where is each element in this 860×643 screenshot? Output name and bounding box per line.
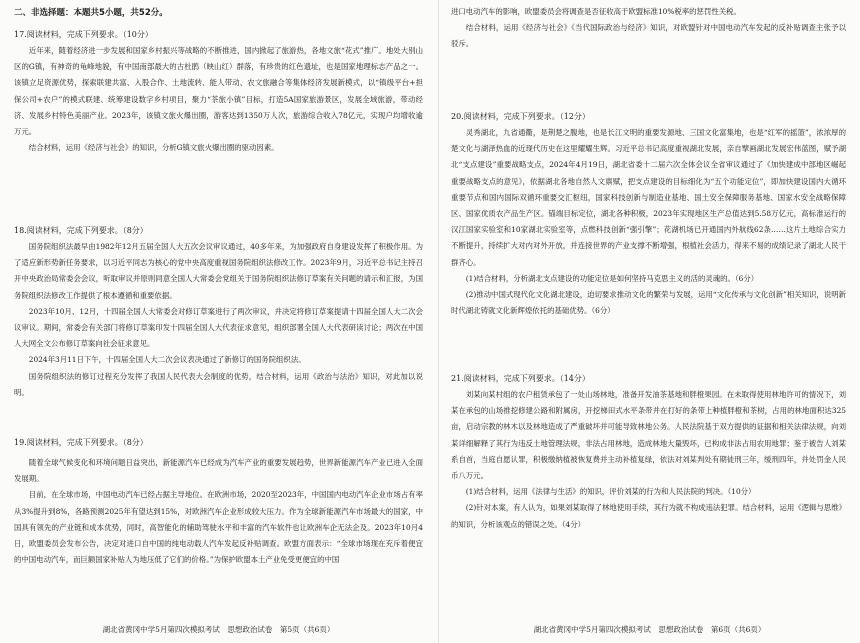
question-17 (14, 28, 423, 156)
material-paragraph: 刘某向某村组的农户租赁承包了一处山场林地，准备开发油茶基地和胖橙果园。在未取得使用林地许可的情况下，刘某在承包的山场推挖修建公路和附属房，开挖梯田式水平条带并在打好的条带上种植胖橙和茶树，占用的林地面积达325亩，启动宗教的林木以及林地造成了严重破坏并可能导致林地公务。人民法院基于双方提供的证据和相关法律法规，向刘某详细解释了其行为违反土地管理法规，非法占用林地，造成林地大量毁坏，已构成非法占用农用地罪；鉴于被告人刘某系自首，当庭自愿认罪，积极缴纳植被恢复费并主动补植复绿，依法对刘某判处有期徒刑三年，缓刑四年，并处罚金人民币八万元。 (451, 390, 846, 481)
page-footer: 湖北省黄冈中学5月第四次模拟考试 思想政治试卷 第5页（共6页） (102, 625, 335, 634)
question-title: 17.阅读材料，完成下列要求。（10分） (14, 30, 153, 39)
sub-question: (2)针对本案，有人认为，如果刘某取得了林地使用手续，其行为就不构成违法犯罪。结合材料，运用《逻辑与思维》的知识，分析该观点的错误之处。（4分） (451, 503, 846, 529)
section-title: 二、非选择题：本题共5小题，共52分。 (14, 8, 168, 18)
question-19-continued (451, 4, 846, 53)
question-20 (451, 110, 846, 319)
question-title: 20.阅读材料，完成下列要求。（12分） (451, 112, 590, 121)
question-title: 21.阅读材料，完成下列要求。（14分） (451, 374, 590, 383)
question-19 (14, 436, 423, 568)
material-paragraph: 2024年3月11日下午，十四届全国人大二次会议表决通过了新修订的国务院组织法。 (28, 355, 306, 365)
sub-question: (2)推动中国式现代化文化湖北建设，迫切要求推动文化的繁荣与发展，运用“文化传承与文化创新”相关知识，说明新时代湖北铸就文化新辉煌依托的基础优势。（6分） (451, 290, 846, 316)
question-title: 19.阅读材料，完成下列要求。（8分） (14, 438, 148, 447)
question-prompt: 结合材料，运用《经济与社会》《当代国际政治与经济》知识，对欧盟针对中国电动汽车发起的反补贴调查主张予以驳斥。 (451, 23, 846, 49)
sub-question: (1)结合材料，运用《法律与生活》的知识，评价刘某的行为和人民法院的判决。（10分） (465, 487, 756, 497)
material-paragraph: 进口电动汽车的影响，欧盟委员会将调查是否征收高于欧盟标准10%税率的惩罚性关税。 (451, 7, 741, 16)
material-paragraph: 目前，在全球市场，中国电动汽车已经占据主导地位。在欧洲市场，2020至2023年，中国国内电动汽车企业市场占有率从3%提升到8%，各路预测2025年有望达到15%，对欧洲汽车企业形成较大压力。作为全球新能源汽车市场最大的国家，中国具有领先的产业链和成本优势，同时，高智能化的辅助驾驶水平和丰富的汽车软件也让欧洲车企无法企及。2023年10月4日，欧盟委员会发布公告，决定对进口自中国的纯电动载人汽车发起反补贴调查。欧盟方面表示：“全球市场现在充斥着便宜的中国电动汽车，而巨额国家补贴人为地压低了它们的价格。”为保护欧盟本土产业免受更便宜的中国 (14, 490, 423, 565)
material-paragraph: 灵秀湖北，九省通衢，是荆楚之腹地，也是长江文明的重要发源地、三国文化富集地，也是“红军的摇篮”，浓浓厚的楚文化与湖泽热血的近现代历史在这里耀耀生辉。习近平总书记高度重视湖北发展，亲自擘画湖北发展宏伟蓝图，赋予湖北“支点建设”重要战略支点，2024年4月19日，湖北省委十二届六次全体会议全省审议通过了《加快建成中部地区崛起重要战略支点的意见》，依据湖北各地自然人文禀赋，把支点建设的目标细化为“五个功能定位”，即加快建设国内大循环重要节点和国内国际双循环重要交汇枢纽，国家科技创新与制造业基地、国土安全保障服务基地、国家水安全战略保障区、国家优质农产品生产区。锚端目标定位，湖北各种积极，2023年实现地区生产总值达到5.58万亿元，高标准运行的汉江国家实验室和10家湖北实验室等，点燃科技创新“强引擎”；花湖机场已开通国内外航线62条……这片土地综合实力不断提升，持续扩大对内对外开放，并连接世界的产业支撑不断增强，根植社会活力，得来不易的成绩记录了湖北人民干群齐心。 (451, 128, 846, 267)
material-paragraph: 近年来，随着经济进一步发展和国家乡村振兴等战略的不断推进，国内掀起了旅游热，各地文旅“花式”推广。地处大别山区的G镇，有神奇的龟峰地貌，有中国南部最大的古杜鹃（映山红）群落，有珍贵的红色遗址，也是国家地理标志产品之一。该镇立足资源优势，探索联建共富、入股合作、土地流转、能人带动、农文旅融合等集体经济发展新模式，以“镇级平台+担保公司+农户”的模式联建、统筹建设数字乡村项目，聚力“茶旅小镇”目标，打造5A国家旅游景区，发展全域旅游，带动经济、发展乡村特色美丽产业。2023年，该镇文旅火爆出圈，游客达到1350万人次，旅游综合收入78亿元，实现户均增收逾万元。 (14, 46, 423, 137)
page-footer: 湖北省黄冈中学5月第四次模拟考试 思想政治试卷 第6页（共6页） (533, 625, 766, 634)
question-18 (14, 224, 423, 401)
material-paragraph: 随着全球气候变化和环境问题日益突出，新能源汽车已经成为汽车产业的重要发展趋势，世界新能源汽车产业已进入全面发展期。 (14, 458, 423, 484)
question-prompt: 国务院组织法的修订过程充分发挥了我国人民代表大会制度的优势，结合材料，运用《政治与法治》知识，对此加以说明。 (14, 371, 423, 397)
question-prompt: 结合材料，运用《经济与社会》的知识，分析G镇文旅火爆出圈的驱动因素。 (28, 143, 279, 153)
exam-page-right (438, 0, 860, 643)
sub-question: (1)结合材料，分析湖北支点建设的功能定位是如何坚持马克思主义的活的灵魂的。（6分） (465, 273, 759, 283)
material-paragraph: 2023年10月、12月，十四届全国人大常委会对修订草案进行了两次审议，并决定将修订草案提请十四届全国人大二次会议审议。期间，常委会有关部门将修订草案印发十四届全国人大代表征求意见，组织部署全国人大代表研读讨论；两次在中国人大网全文公布修订草案向社会征求意见。 (14, 306, 423, 349)
material-paragraph: 国务院组织法最早由1982年12月五届全国人大五次会议审议通过，40多年来，为加强政府自身建设发挥了积极作用。为了适应新形势新任务要求，以习近平同志为核心的党中央高度重视国务院组织法修改工作。2023年9月，习近平总书记主持召开中央政治局常委会会议，听取审议并原则同意全国人大常委会党组关于国务院组织法修订草案有关问题的请示和汇报，为国务院组织法修改工作提供了根本遵循和重要依据。 (14, 242, 423, 300)
question-title: 18.阅读材料，完成下列要求。（8分） (14, 226, 148, 235)
question-21 (451, 372, 846, 533)
